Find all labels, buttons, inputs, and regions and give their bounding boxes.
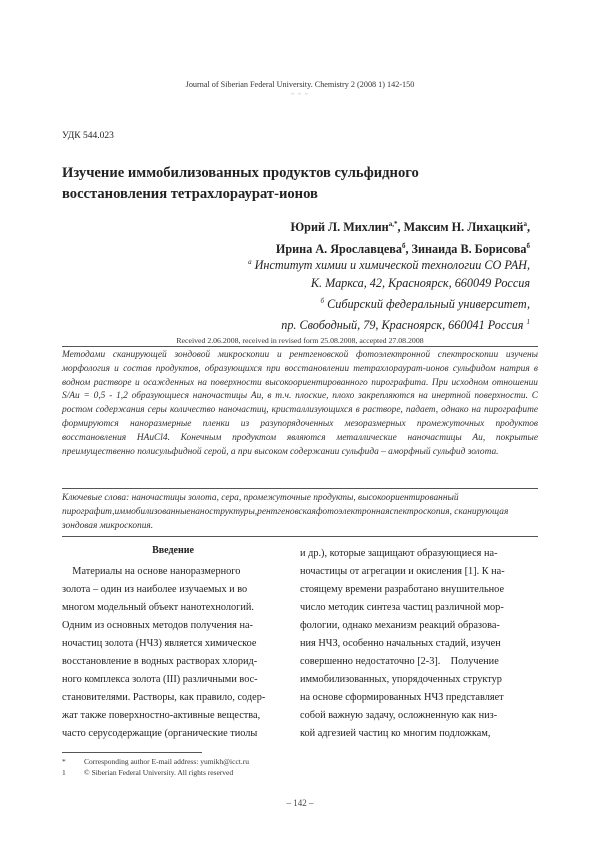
body-line: ночастицы от агрегации и окисления [1]. К на- [300, 566, 505, 577]
affil-text: Институт химии и химической технологии СО РАН, [251, 258, 530, 273]
journal-header: Journal of Siberian Federal University. Chemistry 2 (2008 1) 142-150 [185, 80, 415, 89]
affil-text: пр. Свободный, 79, Красноярск, 660041 Россия [281, 318, 527, 333]
author-affil-mark: а [523, 220, 527, 228]
author-line [276, 215, 530, 237]
body-line: совершенно недостаточно [2-3]. Получение [300, 656, 499, 667]
section-heading: Введение [152, 545, 194, 556]
author-affil-mark: б [526, 242, 530, 251]
body-column-left [62, 563, 284, 743]
footnote [62, 756, 249, 767]
footnotes [62, 756, 249, 778]
affil-mark: а [248, 258, 252, 266]
body-line: часто серусодержащие (органические тиолы [62, 728, 258, 739]
author-affil-mark: б [401, 242, 406, 251]
body-line: многом модельный объект нанотехнологий. [62, 602, 254, 613]
body-line: ния НЧЗ, особенно начальных стадий, изучен [300, 638, 501, 649]
affiliation-line [248, 313, 530, 334]
author-name: , Зинаида В. Борисова [405, 242, 527, 257]
footnote-text: © Siberian Federal University. All rights reserved [84, 768, 234, 777]
body-line: иммобилизованных, упорядоченных структур [300, 674, 502, 685]
body-line: ночастиц золота (НЧЗ) является химическое [62, 638, 257, 649]
affil-text: К. Маркса, 42, Красноярск, 660049 Россия [310, 276, 530, 291]
body-line: жат также поверхностно-активные вещества, [62, 710, 261, 721]
affiliation-line [248, 253, 530, 274]
body-line: ного комплекса золота (III) различными вос- [62, 674, 258, 685]
affiliation-line [248, 274, 530, 292]
footnote-mark: 1 [526, 318, 530, 327]
body-line: фологии, однако механизм реакций образова- [300, 620, 500, 631]
page-number: – 142 – [286, 798, 314, 808]
author-separator: , [526, 220, 530, 235]
received-dates: Received 2.06.2008, received in revised form 25.08.2008, accepted 27.08.2008 [176, 336, 424, 345]
keywords: Ключевые слова: наночастицы золота, сера, промежуточные продукты, высокоориентированный пирографит,иммобилизованныенаноструктуры,рентгеновскаяфотоэлектроннаяспектроскопия, сканирующая зондовая микроскопия. [62, 493, 509, 531]
body-line: кой адгезией частиц ко многим подложкам, [300, 728, 491, 739]
body-line: золота – один из наиболее изучаемых и во [62, 584, 248, 595]
header-ornament: ~ ~ ~ [291, 92, 309, 98]
body-line: становителями. Растворы, как правило, содер- [62, 692, 266, 703]
affiliation-line [248, 292, 530, 313]
body-line: восстановление в водных растворах хлорид- [62, 656, 258, 667]
footnote-mark: * [62, 757, 66, 766]
body-line: стоящему времени разработано внушительное [300, 584, 505, 595]
body-line: собой важную задачу, осложненную как низ- [300, 710, 498, 721]
author-name: Юрий Л. Михлин [290, 220, 389, 235]
author-name: , Максим Н. Лихацкий [397, 220, 524, 235]
affiliations [248, 253, 530, 334]
author-affil-mark: а,* [388, 220, 398, 228]
body-line: на основе сформированных НЧЗ представляет [300, 692, 504, 703]
body-line: число методик синтеза частиц различной мор- [300, 602, 504, 613]
body-line: Одним из основных методов получения на- [62, 620, 253, 631]
affil-text: Сибирский федеральный университет, [324, 297, 530, 312]
body-line: Материалы на основе наноразмерного [62, 566, 241, 577]
udk-code: УДК 544.023 [62, 131, 114, 141]
affil-mark: б [320, 297, 325, 306]
body-column-right [300, 545, 538, 743]
keywords-bottom-rule [62, 536, 538, 537]
abstract-bottom-rule [62, 488, 538, 489]
title-line: Изучение иммобилизованных продуктов сульфидного [62, 165, 419, 181]
abstract: Методами сканирующей зондовой микроскопии и рентгеновской фотоэлектронной спектроскопии изучены морфология и состав продуктов, образующихся при восстановлении тетрахлораурат-ионов сульфидом натрия в водном растворе и осажденных на поверхности высокоориентированного пирографита. При исходном отношении S/Au = 0,5 - 1,2 образующиеся наночастицы Au, в т.ч. плоские, плохо закрепляются на инертной поверхности. С ростом содержания серы количество наночастиц, кристаллизующихся в растворе, падает, однако на пирографите формируются наноразмерные пленки из разупорядоченных мезоразмерных промежуточных продуктов восстановления HAuCl4. Конечным продуктом являются металлические наночастицы Au, покрытые преимущественно полисульфидной серой, а при высоком содержании сульфида – аморфный сульфид золота. [62, 350, 538, 457]
footnote [62, 767, 249, 778]
title-line: восстановления тетрахлораурат-ионов [62, 186, 318, 202]
author-name: Ирина А. Ярославцева [275, 242, 402, 257]
footnote-rule [62, 752, 202, 753]
footnote-text: Corresponding author E-mail address: yumikh@icct.ru [84, 757, 249, 766]
abstract-top-rule [62, 346, 538, 347]
paper-title [62, 163, 542, 205]
body-line: и др.), которые защищают образующиеся на- [300, 548, 498, 559]
footnote-mark: 1 [62, 768, 66, 777]
